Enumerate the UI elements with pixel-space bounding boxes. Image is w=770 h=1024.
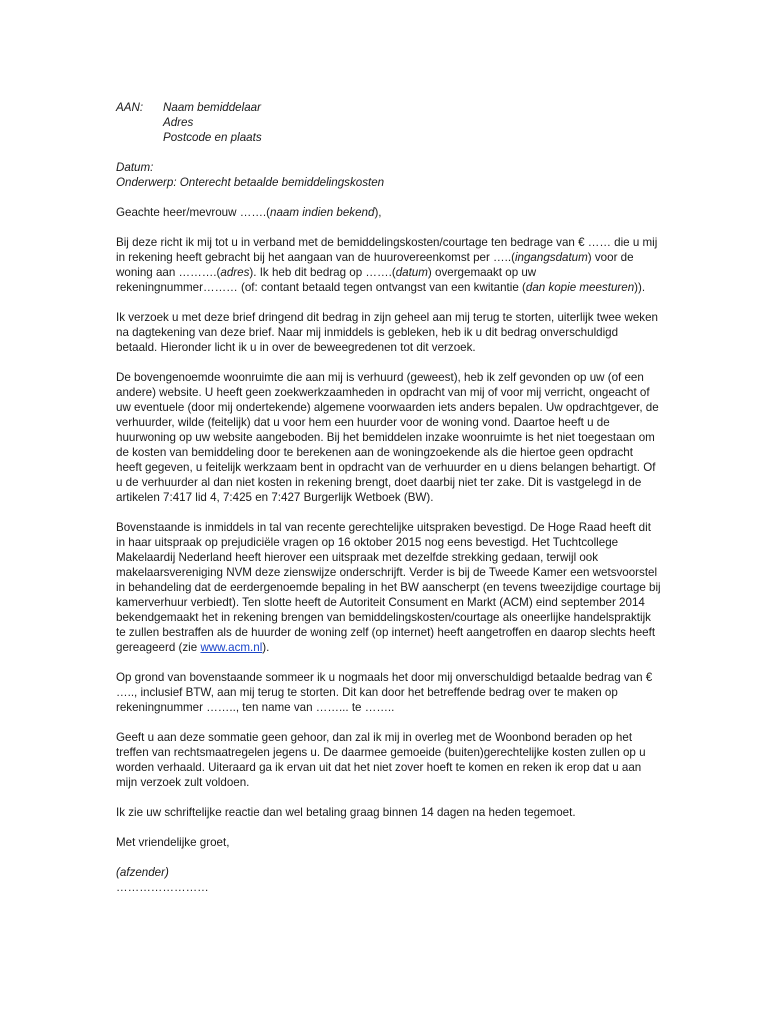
address-line-street: Adres [163,116,194,129]
p1-text-1: Bij deze richt ik mij tot u in verband met de bemiddelingskosten/courtage ten bedrage van € …… die u mij in rekening heeft gebracht bij het aangaan van de huurovereenkomst per …..( [116,236,658,264]
p1-placeholder-address: adres [220,266,250,279]
address-label: AAN: [116,101,144,114]
salutation [116,205,661,220]
p4-text: Bovenstaande is inmiddels in tal van recente gerechtelijke uitspraken bevestigd. De Hoge Raad heeft dit in haar uitspraak op prejudiciële vragen op 16 oktober 2015 nog eens bevestigd. Het Tuchtcollege Makelaardij Nederland heeft hierover een uitspraak met dezelfde strekking gedaan, terwijl ook makelaarsvereniging NVM deze zienswijze onderschrijft. Verder is bij de Tweede Kamer een wetsvoorstel in behandeling dat de eerdergenoemde bepaling in het BW aanscherpt (en tevens tweezijdige courtage bij kamerverhuur verbiedt). Ten slotte heeft de Autoriteit Consument en Markt (ACM) eind september 2014 bekendgemaakt het in rekening brengen van bemiddelingskosten/courtage als oneerlijke handelspraktijk te zullen bestraffen als de huurder de woning zelf (op internet) heeft aangetroffen en daarop slechts heeft gereageerd (zie [116,521,661,654]
paragraph-request: Ik verzoek u met deze brief dringend dit bedrag in zijn geheel aan mij terug te storten, uiterlijk twee weken na dagtekening van deze brief. Naar mij inmiddels is gebleken, heb ik u dit bedrag onverschuldigd betaald. Hieronder licht ik u in over de beweegredenen tot dit verzoek. [116,311,658,354]
acm-link[interactable]: www.acm.nl [200,641,263,654]
address-line-name: Naam bemiddelaar [163,101,261,114]
p4-end: ). [262,641,270,654]
letter [116,100,661,895]
paragraph-legal-basis [116,520,661,655]
sender: (afzender) [116,866,169,879]
salutation-text: Geachte heer/mevrouw …….( [116,206,270,219]
p1-placeholder-copy: dan kopie meesturen [525,281,635,294]
paragraph-deadline: Ik zie uw schriftelijke reactie dan wel betaling graag binnen 14 dagen na heden tegemoet. [116,806,576,819]
salutation-placeholder: naam indien bekend [270,206,375,219]
subject-line: Onderwerp: Onterecht betaalde bemiddelingskosten [116,176,385,189]
paragraph-reasoning: De bovengenoemde woonruimte die aan mij is verhuurd (geweest), heb ik zelf gevonden op uw (of een andere) website. U heeft geen zoekwerkzaamheden in opdracht van mij of voor mij verricht, ongeacht of uw eventuele (door mij ondertekende) algemene voorwaarden iets anders bepalen. Uw opdrachtgever, de verhuurder, wilde (feitelijk) dat u voor hem een huurder voor de woning vond. Daartoe heeft u de huurwoning op uw website aangeboden. Bij het bemiddelen inzake woonruimte is het niet toegestaan om de kosten van bemiddeling door te berekenen aan de woningzoekende als die hiertoe geen opdracht heeft gegeven, u feitelijk werkzaam bent in opdracht van de verhuurder en u diens belangen behartigt. Of u de verhuurder al dan niet kosten in rekening brengt, doet daarbij niet ter zake. Dit is vastgelegd in de artikelen 7:417 lid 4, 7:425 en 7:427 Burgerlijk Wetboek (BW). [116,371,659,504]
salutation-end: ), [374,206,382,219]
paragraph-payment-details [116,235,661,295]
p1-placeholder-start-date: ingangsdatum [514,251,588,264]
paragraph-consequences: Geeft u aan deze sommatie geen gehoor, dan zal ik mij in overleg met de Woonbond beraden op het treffen van rechtsmaatregelen jegens u. De daarmee gemoeide (buiten)gerechtelijke kosten zullen op u worden verhaald. Uiteraard ga ik ervan uit dat het niet zover hoeft te komen en reken ik erop dat u aan mijn verzoek zult voldoen. [116,731,646,789]
p1-text-5: )). [634,281,646,294]
closing: Met vriendelijke groet, [116,836,230,849]
address-block [116,100,661,145]
p1-placeholder-date: datum [395,266,428,279]
p1-text-3: ). Ik heb dit bedrag op …….( [249,266,396,279]
address-line-postcode: Postcode en plaats [163,131,262,144]
date-line: Datum: [116,161,154,174]
signature-line: …………………… [116,881,209,894]
p1-text-2: ) voor de woning aan ……….( [116,251,634,279]
p1-text-4: ) overgemaakt op uw rekeningnummer……… (of: contant betaald tegen ontvangst van een kwitantie ( [116,266,537,294]
address-lines [163,100,262,145]
paragraph-demand: Op grond van bovenstaande sommeer ik u nogmaals het door mij onverschuldigd betaalde bedrag van € ….., inclusief BTW, aan mij terug te storten. Dit kan door het betreffende bedrag over te maken op rekeningnummer …….., ten name van ……... te …….. [116,671,653,714]
